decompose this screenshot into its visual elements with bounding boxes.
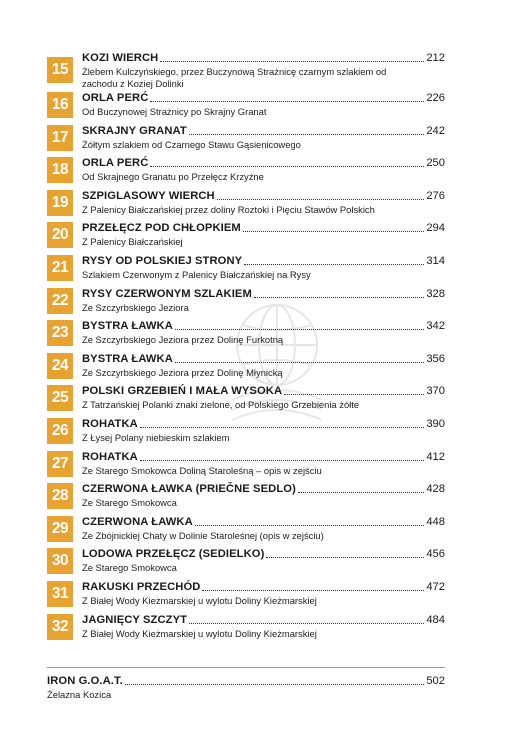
entry-title: IRON G.O.A.T. — [47, 675, 123, 687]
entry-title: RAKUSKI PRZECHÓD — [82, 580, 201, 593]
toc-entry[interactable] — [47, 154, 445, 187]
leader-dots — [284, 393, 424, 395]
entry-number-badge: 19 — [47, 190, 73, 216]
toc-entry[interactable] — [47, 122, 445, 155]
entry-title-row — [82, 515, 445, 529]
entry-number-badge: 17 — [47, 125, 73, 151]
entry-title: RYSY OD POLSKIEJ STRONY — [82, 254, 243, 267]
entry-subtitle: Z Białej Wody Kieżmarskiej u wylotu Doliny Kieżmarskiej — [82, 594, 317, 606]
toc-entry[interactable] — [47, 545, 445, 578]
entry-page: 428 — [426, 483, 445, 496]
toc-entry[interactable] — [47, 513, 445, 546]
entry-number-badge: 18 — [47, 157, 73, 183]
entry-subtitle: Żółtym szlakiem od Czarnego Stawu Gąsienicowego — [82, 138, 301, 150]
entry-page: 314 — [426, 254, 445, 267]
entry-page: 390 — [426, 417, 445, 430]
entry-number-badge: 27 — [47, 451, 73, 477]
entry-title: POLSKI GRZEBIEŃ I MAŁA WYSOKA — [82, 385, 283, 398]
toc-entry[interactable] — [47, 350, 445, 383]
entry-title-row — [82, 417, 445, 431]
leader-dots — [160, 60, 424, 62]
entry-number-badge: 30 — [47, 548, 73, 574]
entry-title-row — [82, 221, 445, 235]
entry-subtitle: Szlakiem Czerwonym z Palenicy Białczańskiej na Rysy — [82, 268, 311, 280]
entry-page: 472 — [426, 580, 445, 593]
entry-title: SKRAJNY GRANAT — [82, 124, 187, 137]
entry-subtitle: Ze Starego Smokowca Doliną Staroleśną – opis w zejściu — [82, 464, 322, 476]
entry-subtitle: Z Palenicy Białczańskiej przez doliny Roztoki i Pięciu Stawów Polskich — [82, 203, 375, 215]
leader-dots — [150, 165, 424, 167]
leader-dots — [266, 556, 424, 558]
entry-subtitle: Ze Szczyrbskiego Jeziora — [82, 301, 189, 313]
entry-page: 448 — [426, 515, 445, 528]
entry-page: 370 — [426, 385, 445, 398]
entry-number-badge: 21 — [47, 255, 73, 281]
toc-entry[interactable] — [47, 382, 445, 415]
leader-dots — [195, 524, 425, 526]
leader-dots — [189, 622, 424, 624]
entry-subtitle: Z Palenicy Białczańskiej — [82, 236, 183, 248]
entry-title: CZERWONA ŁAWKA — [82, 515, 193, 528]
entry-page: 212 — [426, 52, 445, 64]
leader-dots — [244, 263, 424, 265]
entry-title-row — [82, 156, 445, 170]
leader-dots — [140, 459, 425, 461]
toc-entry[interactable] — [47, 49, 445, 89]
entry-subtitle: Z Tatrzańskiej Polanki znaki zielone, od Polskiego Grzebienia żółte — [82, 399, 360, 411]
entry-subtitle: Ze Szczyrbskiego Jeziora przez Dolinę Młynicką — [82, 366, 283, 378]
leader-dots — [254, 296, 424, 298]
entry-title-row — [82, 352, 445, 366]
toc-entry[interactable] — [47, 480, 445, 513]
toc-entry[interactable] — [47, 219, 445, 252]
entry-title-row — [82, 482, 445, 496]
leader-dots — [140, 426, 425, 428]
entry-subtitle: Od Buczynowej Strażnicy po Skrajny Granat — [82, 106, 267, 117]
entry-number-badge: 32 — [47, 614, 73, 640]
entry-title: ORLA PERĆ — [82, 92, 149, 104]
leader-dots — [217, 198, 425, 200]
toc-entry[interactable] — [47, 285, 445, 318]
entry-page: 456 — [426, 548, 445, 561]
entry-page: 342 — [426, 320, 445, 333]
entry-subtitle: Ze Starego Smokowca — [82, 562, 177, 574]
toc-entry[interactable] — [47, 252, 445, 285]
entry-subtitle: Z Białej Wody Kieżmarskiej u wylotu Doliny Kieżmarskiej — [82, 627, 317, 639]
entry-title-row — [82, 124, 445, 138]
entry-number-badge: 31 — [47, 581, 73, 607]
entry-page: 294 — [426, 222, 445, 235]
entry-subtitle: Ze Starego Smokowca — [82, 497, 177, 509]
entry-title-row — [82, 287, 445, 301]
entry-number-badge: 24 — [47, 353, 73, 379]
toc-entry[interactable] — [47, 89, 445, 122]
entry-number-badge: 26 — [47, 418, 73, 444]
toc-entry[interactable] — [47, 448, 445, 481]
entry-subtitle: Z Łysej Polany niebieskim szlakiem — [82, 431, 230, 443]
entry-title: BYSTRA ŁAWKA — [82, 320, 173, 333]
toc-entry[interactable] — [47, 317, 445, 350]
entry-page: 328 — [426, 287, 445, 300]
entry-subtitle: Żelazna Kozica — [47, 689, 112, 700]
entry-number-badge: 20 — [47, 222, 73, 248]
entry-page: 226 — [426, 92, 445, 104]
entry-title: JAGNIĘCY SZCZYT — [82, 613, 188, 626]
divider — [47, 667, 445, 668]
entry-page: 412 — [426, 450, 445, 463]
entry-title-row — [82, 580, 445, 594]
leader-dots — [125, 683, 424, 685]
entry-title: LODOWA PRZEŁĘCZ (SEDIELKO) — [82, 548, 265, 561]
leader-dots — [202, 589, 424, 591]
entry-title: ORLA PERĆ — [82, 157, 149, 170]
leader-dots — [150, 100, 424, 102]
entry-title-row — [82, 91, 445, 105]
entry-title: CZERWONA ŁAWKA (PRIEČNE SEDLO) — [82, 483, 296, 496]
entry-title: SZPIGLASOWY WIERCH — [82, 189, 215, 202]
leader-dots — [298, 491, 424, 493]
entry-title-row — [82, 613, 445, 627]
toc-entry[interactable] — [47, 578, 445, 611]
entry-number-badge: 28 — [47, 483, 73, 509]
table-of-contents — [47, 49, 445, 643]
entry-title: ROHATKA — [82, 450, 138, 463]
entry-number-badge: 16 — [47, 92, 73, 118]
entry-title: ROHATKA — [82, 417, 138, 430]
entry-subtitle: Ze Szczyrbskiego Jeziora przez Dolinę Furkotną — [82, 334, 284, 346]
entry-page: 276 — [426, 189, 445, 202]
entry-title: RYSY CZERWONYM SZLAKIEM — [82, 287, 252, 300]
entry-subtitle: Ze Zbójnickiej Chaty w Dolinie Staroleśnej (opis w zejściu) — [82, 529, 324, 541]
entry-subtitle: Żlebem Kulczyńskiego, przez Buczynową Strażnicę czarnym szlakiem od zachodu z Koziej Dolinki — [82, 66, 387, 89]
leader-dots — [243, 230, 424, 232]
entry-page: 250 — [426, 157, 445, 170]
entry-subtitle: Od Skrajnego Granatu po Przełęcz Krzyżne — [82, 171, 264, 183]
leader-dots — [175, 328, 424, 330]
entry-page: 242 — [426, 124, 445, 137]
entry-number-badge: 29 — [47, 516, 73, 542]
entry-title-row — [82, 189, 445, 203]
entry-page: 484 — [426, 613, 445, 626]
entry-number-badge: 23 — [47, 320, 73, 346]
entry-number-badge: 15 — [47, 57, 73, 83]
entry-title: KOZI WIERCH — [82, 52, 159, 64]
entry-page: 502 — [426, 675, 445, 687]
entry-title-row — [82, 384, 445, 398]
entry-title-row — [82, 547, 445, 561]
entry-title-row — [82, 450, 445, 464]
leader-dots — [189, 133, 425, 135]
toc-entry[interactable] — [47, 187, 445, 220]
leader-dots — [175, 361, 424, 363]
entry-title-row — [82, 51, 445, 65]
entry-number-badge: 22 — [47, 288, 73, 314]
entry-title-row — [82, 319, 445, 333]
entry-title-row — [82, 254, 445, 268]
entry-page: 356 — [426, 352, 445, 365]
entry-number-badge: 25 — [47, 385, 73, 411]
entry-title: PRZEŁĘCZ POD CHŁOPKIEM — [82, 222, 241, 235]
toc-entry[interactable] — [47, 415, 445, 448]
entry-title-row — [47, 674, 445, 688]
toc-entry[interactable] — [47, 611, 445, 644]
entry-title: BYSTRA ŁAWKA — [82, 352, 173, 365]
